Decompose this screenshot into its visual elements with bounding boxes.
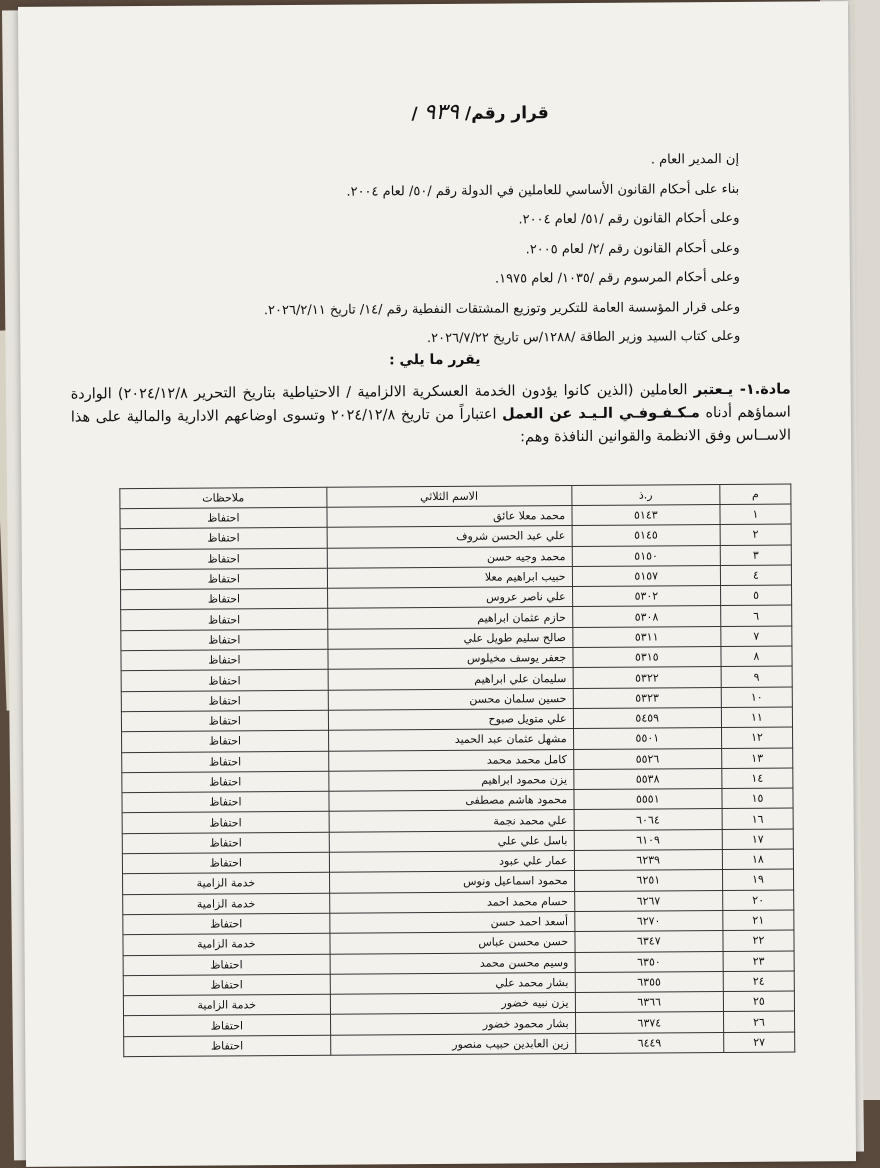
row-number: ١٩ xyxy=(722,869,793,890)
row-file-number: ٥٥٥١ xyxy=(574,789,722,810)
row-file-number: ٥١٤٥ xyxy=(572,525,720,546)
row-file-number: ٦٣٥٥ xyxy=(575,971,723,992)
row-note: احتفاظ xyxy=(122,812,329,834)
row-note: احتفاظ xyxy=(123,954,330,976)
row-number: ٢٥ xyxy=(723,991,794,1012)
row-note: احتفاظ xyxy=(122,791,329,813)
row-number: ١٧ xyxy=(722,829,793,850)
row-note: احتفاظ xyxy=(121,588,328,610)
row-file-number: ٦٣٥٠ xyxy=(575,951,723,972)
row-full-name: علي محمد نجمة xyxy=(329,810,574,832)
row-full-name: زين العابدين حبيب منصور xyxy=(330,1033,575,1055)
row-number: ١٨ xyxy=(722,849,793,870)
row-full-name: محمود هاشم مصطفى xyxy=(329,790,574,812)
preamble-line: وعلى أحكام القانون رقم /٢/ لعام ٢٠٠٥. xyxy=(525,240,740,257)
row-full-name: يزن محمود ابراهيم xyxy=(328,769,573,791)
row-number: ١٥ xyxy=(722,788,793,809)
row-file-number: ٥٣٠٢ xyxy=(572,586,720,607)
row-file-number: ٦١٠٩ xyxy=(574,829,722,850)
row-note: احتفاظ xyxy=(122,852,329,874)
row-full-name: علي عبد الحسن شروف xyxy=(327,526,572,548)
row-full-name: محمود اسماعيل ونوس xyxy=(329,871,574,893)
row-note: احتفاظ xyxy=(121,649,328,671)
header-note: ملاحظات xyxy=(120,487,327,508)
row-note: احتفاظ xyxy=(120,528,327,550)
row-file-number: ٥٣١٥ xyxy=(573,647,721,668)
row-number: ١٤ xyxy=(722,768,793,789)
row-note: احتفاظ xyxy=(122,771,329,793)
row-file-number: ٥١٤٣ xyxy=(572,505,720,526)
preamble-line: وعلى قرار المؤسسة العامة للتكرير وتوزيع المشتقات النفطية رقم /١٤/ تاريخ ٢٠٢٦/٢/١١. xyxy=(263,299,741,318)
row-note: احتفاظ xyxy=(120,548,327,570)
row-note: خدمة الزامية xyxy=(123,873,330,895)
row-full-name: أسعد احمد حسن xyxy=(329,911,574,933)
row-file-number: ٥٣٠٨ xyxy=(572,606,720,627)
row-note: احتفاظ xyxy=(123,913,330,935)
row-note: احتفاظ xyxy=(122,731,329,753)
employees-table xyxy=(119,484,795,1058)
row-file-number: ٦٢٥١ xyxy=(574,870,722,891)
row-number: ٨ xyxy=(721,646,792,667)
row-file-number: ٥٥٣٨ xyxy=(573,768,721,789)
row-full-name: بشار محمد علي xyxy=(330,972,575,994)
row-note: احتفاظ xyxy=(124,1015,331,1037)
row-file-number: ٦٣٦٦ xyxy=(575,992,723,1013)
row-number: ٦ xyxy=(721,606,792,627)
row-full-name: باسل علي علي xyxy=(329,830,574,852)
row-number: ٢ xyxy=(720,524,791,545)
row-full-name: عمار علي عبود xyxy=(329,851,574,873)
row-file-number: ٦٠٦٤ xyxy=(574,809,722,830)
row-full-name: كامل محمد محمد xyxy=(328,749,573,771)
row-file-number: ٦٢٧٠ xyxy=(574,910,722,931)
row-number: ٢٢ xyxy=(723,930,794,951)
row-number: ١٠ xyxy=(721,687,792,708)
preamble-line: وعلى أحكام المرسوم رقم /١٠٣٥/ لعام ١٩٧٥. xyxy=(494,269,740,287)
row-file-number: ٥١٥٠ xyxy=(572,545,720,566)
preamble-line: وعلى أحكام القانون رقم /٥١/ لعام ٢٠٠٤. xyxy=(518,210,740,228)
decision-title-prefix: قرار رقم/ xyxy=(464,103,549,124)
article-label: مادة.١- يـعتبر xyxy=(693,381,791,399)
row-note: احتفاظ xyxy=(122,832,329,854)
row-full-name: بشار محمود خضور xyxy=(330,1013,575,1035)
row-number: ٥ xyxy=(720,585,791,606)
row-note: احتفاظ xyxy=(121,710,328,732)
row-number: ١٦ xyxy=(722,808,793,829)
table-row xyxy=(124,1032,795,1057)
row-file-number: ٦٢٣٩ xyxy=(574,850,722,871)
row-number: ٧ xyxy=(721,626,792,647)
article-text-1: العاملين (الذين كانوا يؤدون الخدمة العسكرية الالزامية / الاحتياطية بتاريخ التحرير ٢٠٢٤/١٢/٨) الواردة اسماؤهم أدناه xyxy=(70,382,791,422)
row-file-number: ٥٤٥٩ xyxy=(573,707,721,728)
row-file-number: ٦٣٧٤ xyxy=(575,1012,723,1033)
row-number: ٢٠ xyxy=(723,890,794,911)
preamble xyxy=(99,145,740,356)
row-number: ٣ xyxy=(720,545,791,566)
row-file-number: ٥٣٢٢ xyxy=(573,667,721,688)
row-number: ٢٧ xyxy=(724,1032,795,1053)
row-note: احتفاظ xyxy=(121,690,328,712)
row-file-number: ٥٥٢٦ xyxy=(573,748,721,769)
decision-title xyxy=(411,99,548,125)
decision-title-suffix: / xyxy=(411,104,418,125)
row-full-name: وسيم محسن محمد xyxy=(330,952,575,974)
row-note: خدمة الزامية xyxy=(123,933,330,955)
row-note: احتفاظ xyxy=(120,568,327,590)
decision-number: ٩٣٩ xyxy=(423,99,460,126)
header-num: م xyxy=(720,484,791,504)
row-full-name: حازم عثمان ابراهيم xyxy=(327,607,572,629)
row-number: ٩ xyxy=(721,666,792,687)
row-full-name: سليمان علي ابراهيم xyxy=(328,668,573,690)
article-emphasis: مـكـفـوفـي الـيـد عن العمل xyxy=(502,405,700,423)
row-note: احتفاظ xyxy=(122,751,329,773)
article-text-2: اعتباراً من تاريخ ٢٠٢٤/١٢/٨ وتسوى اوضاعهم الادارية والمالية على هذا الاســاس وفق الانظمة والقوانين النافذة وهم: xyxy=(70,406,792,446)
row-full-name: حبيب ابراهيم معلا xyxy=(327,566,572,588)
row-full-name: جعفر يوسف مخيلوس xyxy=(328,648,573,670)
preamble-line: وعلى كتاب السيد وزير الطاقة /١٢٨٨/س تاريخ ٢٠٢٦/٧/٢٢. xyxy=(426,328,741,347)
row-note: احتفاظ xyxy=(121,609,328,631)
row-full-name: علي متويل صبوح xyxy=(328,709,573,731)
row-full-name: محمد معلا عائق xyxy=(327,506,572,528)
row-full-name: حسن محسن عباس xyxy=(330,932,575,954)
row-file-number: ٦٢٦٧ xyxy=(574,890,722,911)
row-number: ١٢ xyxy=(721,727,792,748)
row-note: احتفاظ xyxy=(124,1035,331,1057)
row-number: ١١ xyxy=(721,707,792,728)
row-file-number: ٥٥٠١ xyxy=(573,728,721,749)
row-note: احتفاظ xyxy=(120,507,327,529)
row-full-name: مشهل عثمان عبد الحميد xyxy=(328,729,573,751)
preamble-line: بناء على أحكام القانون الأساسي للعاملين في الدولة رقم /٥٠/ لعام ٢٠٠٤. xyxy=(346,181,740,200)
row-number: ٢٦ xyxy=(723,1011,794,1032)
decides-heading: يقرر ما يلي : xyxy=(388,351,481,369)
row-full-name: صالح سليم طويل علي xyxy=(327,627,572,649)
document-page xyxy=(18,1,856,1167)
row-number: ١ xyxy=(720,504,791,525)
row-number: ١٣ xyxy=(722,748,793,769)
row-file-number: ٥٣٢٣ xyxy=(573,687,721,708)
row-full-name: حسين سلمان محسن xyxy=(328,688,573,710)
row-file-number: ٥٣١١ xyxy=(572,626,720,647)
row-file-number: ٦٣٤٧ xyxy=(575,931,723,952)
row-full-name: علي ناصر عروس xyxy=(327,587,572,609)
row-number: ٢٣ xyxy=(723,951,794,972)
preamble-line: إن المدير العام . xyxy=(650,151,740,168)
article-1 xyxy=(71,379,791,453)
row-number: ٤ xyxy=(720,565,791,586)
row-note: احتفاظ xyxy=(121,670,328,692)
row-note: خدمة الزامية xyxy=(123,893,330,915)
row-note: احتفاظ xyxy=(123,974,330,996)
row-full-name: يزن نبيه خضور xyxy=(330,993,575,1015)
header-no: ر.ذ xyxy=(571,485,719,506)
row-number: ٢١ xyxy=(723,910,794,931)
row-file-number: ٥١٥٧ xyxy=(572,565,720,586)
row-note: احتفاظ xyxy=(121,629,328,651)
row-note: خدمة الزامية xyxy=(123,994,330,1016)
row-full-name: حسام محمد احمد xyxy=(329,891,574,913)
row-number: ٢٤ xyxy=(723,971,794,992)
row-file-number: ٦٤٤٩ xyxy=(575,1032,723,1053)
header-name: الاسم الثلاثي xyxy=(326,486,571,508)
row-full-name: محمد وجيه حسن xyxy=(327,546,572,568)
